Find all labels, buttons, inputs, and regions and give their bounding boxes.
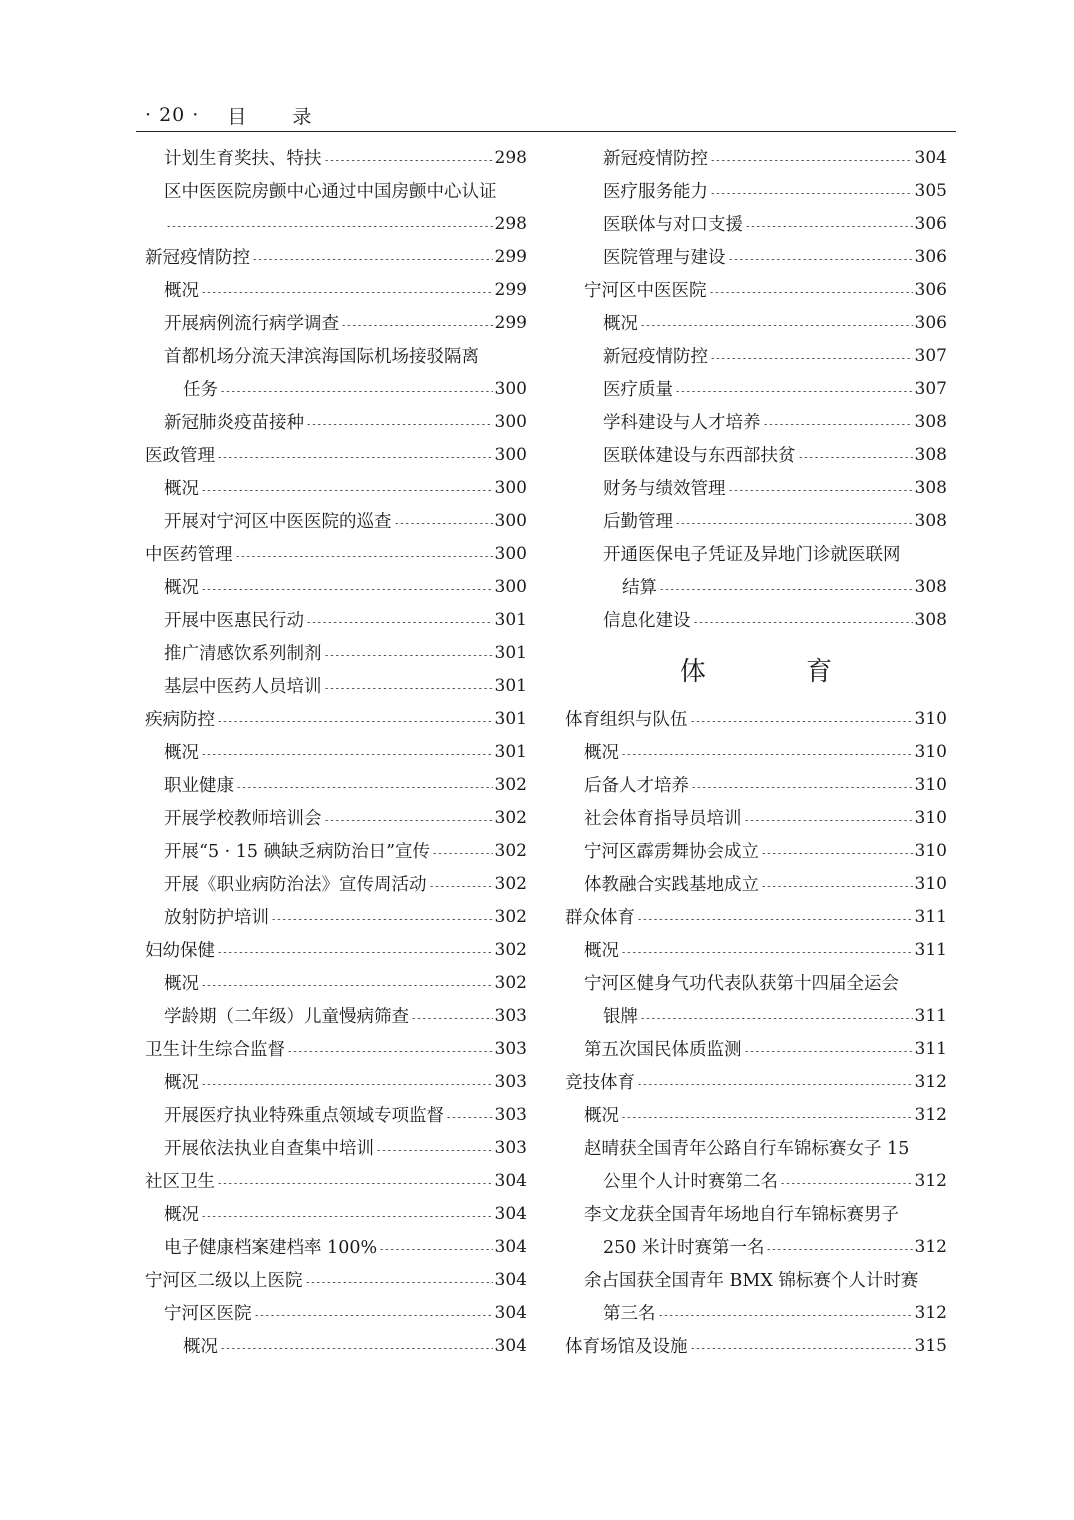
toc-entry-title: 疾病防控 bbox=[145, 710, 215, 730]
toc-entry-title: 医联体与对口支援 bbox=[603, 215, 743, 235]
toc-entry bbox=[145, 207, 527, 240]
toc-entry bbox=[145, 933, 527, 966]
toc-entry-page: 303 bbox=[494, 1038, 527, 1059]
toc-entry-title: 开展依法执业自查集中培训 bbox=[164, 1139, 374, 1159]
toc-entry-page: 299 bbox=[494, 246, 527, 267]
toc-entry-page: 299 bbox=[494, 279, 527, 300]
toc-entry-title: 后勤管理 bbox=[603, 512, 673, 532]
toc-entry-page: 305 bbox=[914, 180, 947, 201]
toc-entry-page: 306 bbox=[914, 279, 947, 300]
toc-entry-page: 306 bbox=[914, 312, 947, 333]
toc-entry-title: 开展医疗执业特殊重点领域专项监督 bbox=[164, 1106, 444, 1126]
toc-entry bbox=[565, 339, 947, 372]
toc-leader-dots bbox=[690, 1348, 913, 1349]
toc-leader-dots bbox=[763, 424, 913, 425]
toc-entry bbox=[565, 801, 947, 834]
toc-entry-page: 315 bbox=[914, 1335, 947, 1356]
toc-entry-title: 基层中医药人员培训 bbox=[164, 677, 322, 697]
toc-entry bbox=[565, 1131, 947, 1164]
toc-entry-page: 302 bbox=[494, 873, 527, 894]
toc-leader-dots bbox=[201, 1216, 493, 1217]
toc-entry-title: 计划生育奖扶、特扶 bbox=[164, 149, 322, 169]
toc-entry-title: 推广清感饮系列制剂 bbox=[164, 644, 322, 664]
toc-entry-page: 303 bbox=[494, 1005, 527, 1026]
toc-entry-title: 宁河区健身气功代表队获第十四届全运会 bbox=[584, 974, 899, 994]
toc-entry-title: 第三名 bbox=[603, 1304, 656, 1324]
toc-entry bbox=[565, 1263, 947, 1296]
toc-entry bbox=[565, 834, 947, 867]
toc-entry-title: 第五次国民体质监测 bbox=[584, 1040, 742, 1060]
toc-leader-dots bbox=[220, 1348, 493, 1349]
toc-entry-title: 250 米计时赛第一名 bbox=[603, 1238, 765, 1258]
toc-entry-page: 312 bbox=[914, 1302, 947, 1323]
toc-entry-title: 医院管理与建设 bbox=[603, 248, 726, 268]
toc-entry-title: 银牌 bbox=[603, 1007, 638, 1027]
toc-entry-title: 开展“5 · 15 碘缺乏病防治日”宣传 bbox=[164, 842, 431, 862]
toc-leader-dots bbox=[324, 688, 493, 689]
toc-entry bbox=[145, 273, 527, 306]
toc-entry-title: 新冠疫情防控 bbox=[145, 248, 250, 268]
toc-entry-title: 体育场馆及设施 bbox=[565, 1337, 688, 1357]
toc-leader-dots bbox=[394, 523, 493, 524]
toc-entry bbox=[145, 405, 527, 438]
toc-entry bbox=[565, 471, 947, 504]
toc-entry-page: 304 bbox=[494, 1236, 527, 1257]
toc-entry-page: 306 bbox=[914, 246, 947, 267]
toc-entry bbox=[565, 735, 947, 768]
toc-entry-page: 311 bbox=[914, 1038, 947, 1059]
toc-leader-dots bbox=[324, 820, 493, 821]
toc-leader-dots bbox=[305, 1282, 493, 1283]
toc-entry-title: 职业健康 bbox=[164, 776, 234, 796]
toc-entry-page: 300 bbox=[494, 576, 527, 597]
toc-entry-page: 301 bbox=[494, 741, 527, 762]
toc-entry-page: 302 bbox=[494, 972, 527, 993]
toc-leader-dots bbox=[710, 193, 913, 194]
toc-entry-title: 群众体育 bbox=[565, 908, 635, 928]
toc-entry-title: 信息化建设 bbox=[603, 611, 691, 631]
toc-entry-page: 308 bbox=[914, 576, 947, 597]
toc-entry-title: 新冠肺炎疫苗接种 bbox=[164, 413, 304, 433]
toc-entry-page: 312 bbox=[914, 1104, 947, 1125]
toc-entry bbox=[565, 603, 947, 636]
toc-entry-page: 301 bbox=[494, 675, 527, 696]
toc-leader-dots bbox=[761, 886, 913, 887]
toc-entry bbox=[565, 141, 947, 174]
toc-entry-title: 电子健康档案建档率 100% bbox=[164, 1238, 378, 1258]
toc-entry-title: 概况 bbox=[183, 1337, 218, 1357]
toc-leader-dots bbox=[220, 391, 493, 392]
toc-entry-page: 310 bbox=[914, 741, 947, 762]
toc-entry-title: 宁河区中医医院 bbox=[584, 281, 707, 301]
toc-leader-dots bbox=[201, 1084, 493, 1085]
toc-entry-title: 概况 bbox=[584, 743, 619, 763]
toc-leader-dots bbox=[710, 358, 913, 359]
toc-entry-page: 304 bbox=[914, 147, 947, 168]
toc-entry bbox=[145, 306, 527, 339]
toc-entry bbox=[565, 372, 947, 405]
toc-entry bbox=[145, 834, 527, 867]
toc-entry bbox=[145, 174, 527, 207]
toc-entry-title: 医疗质量 bbox=[603, 380, 673, 400]
toc-leader-dots bbox=[306, 622, 493, 623]
toc-entry-title: 学龄期（二年级）儿童慢病筛查 bbox=[164, 1007, 409, 1027]
toc-entry-title: 新冠疫情防控 bbox=[603, 149, 708, 169]
toc-leader-dots bbox=[306, 424, 493, 425]
toc-leader-dots bbox=[446, 1117, 493, 1118]
toc-entry bbox=[145, 471, 527, 504]
toc-leader-dots bbox=[271, 919, 493, 920]
toc-entry-page: 301 bbox=[494, 708, 527, 729]
toc-entry bbox=[565, 240, 947, 273]
toc-entry-title: 学科建设与人才培养 bbox=[603, 413, 761, 433]
toc-entry bbox=[565, 504, 947, 537]
toc-leader-dots bbox=[640, 325, 913, 326]
toc-leader-dots bbox=[324, 655, 493, 656]
toc-entry bbox=[145, 669, 527, 702]
toc-entry-title: 概况 bbox=[164, 1205, 199, 1225]
toc-entry-title: 开通医保电子凭证及异地门诊就医联网 bbox=[603, 545, 901, 565]
toc-leader-dots bbox=[690, 721, 913, 722]
toc-leader-dots bbox=[235, 556, 493, 557]
toc-entry bbox=[565, 999, 947, 1032]
toc-entry-title: 中医药管理 bbox=[145, 545, 233, 565]
toc-entry-page: 306 bbox=[914, 213, 947, 234]
toc-entry-title: 社会体育指导员培训 bbox=[584, 809, 742, 829]
toc-entry-title: 任务 bbox=[183, 380, 218, 400]
page-number: · 20 · bbox=[145, 104, 200, 126]
toc-entry-title: 妇幼保健 bbox=[145, 941, 215, 961]
toc-leader-dots bbox=[236, 787, 493, 788]
toc-entry-page: 299 bbox=[494, 312, 527, 333]
toc-entry-page: 302 bbox=[494, 807, 527, 828]
toc-leader-dots bbox=[745, 226, 913, 227]
toc-leader-dots bbox=[379, 1249, 492, 1250]
toc-entry bbox=[565, 174, 947, 207]
toc-leader-dots bbox=[429, 886, 493, 887]
toc-entry-title: 医联体建设与东西部扶贫 bbox=[603, 446, 796, 466]
toc-entry bbox=[145, 438, 527, 471]
toc-entry-title: 赵晴获全国青年公路自行车锦标赛女子 15 bbox=[584, 1139, 910, 1159]
toc-leader-dots bbox=[621, 1117, 913, 1118]
toc-entry-title: 概况 bbox=[603, 314, 638, 334]
toc-entry bbox=[565, 1164, 947, 1197]
toc-leader-dots bbox=[637, 1084, 913, 1085]
toc-entry bbox=[145, 141, 527, 174]
toc-entry-title: 余占国获全国青年 BMX 锦标赛个人计时赛 bbox=[584, 1271, 919, 1291]
toc-leader-dots bbox=[201, 985, 493, 986]
toc-entry-page: 311 bbox=[914, 1005, 947, 1026]
toc-leader-dots bbox=[709, 292, 913, 293]
toc-leader-dots bbox=[728, 259, 913, 260]
toc-leader-dots bbox=[761, 853, 913, 854]
toc-entry bbox=[565, 1296, 947, 1329]
toc-leader-dots bbox=[324, 160, 493, 161]
toc-entry-title: 概况 bbox=[164, 743, 199, 763]
toc-leader-dots bbox=[798, 457, 913, 458]
toc-entry-title: 新冠疫情防控 bbox=[603, 347, 708, 367]
toc-entry-title: 体教融合实践基地成立 bbox=[584, 875, 759, 895]
toc-entry-page: 304 bbox=[494, 1170, 527, 1191]
toc-entry-page: 302 bbox=[494, 906, 527, 927]
toc-entry-title: 概况 bbox=[164, 281, 199, 301]
toc-entry-page: 298 bbox=[494, 147, 527, 168]
toc-leader-dots bbox=[744, 820, 913, 821]
toc-leader-dots bbox=[766, 1249, 912, 1250]
toc-leader-dots bbox=[217, 457, 493, 458]
toc-entry bbox=[565, 867, 947, 900]
toc-entry bbox=[145, 900, 527, 933]
toc-leader-dots bbox=[201, 490, 493, 491]
toc-entry-title: 李文龙获全国青年场地自行车锦标赛男子 bbox=[584, 1205, 899, 1225]
toc-leader-dots bbox=[621, 754, 913, 755]
toc-leader-dots bbox=[217, 721, 493, 722]
toc-entry-page: 304 bbox=[494, 1335, 527, 1356]
toc-entry bbox=[145, 1032, 527, 1065]
toc-leader-dots bbox=[166, 226, 493, 227]
toc-entry bbox=[145, 636, 527, 669]
toc-entry bbox=[565, 1098, 947, 1131]
header-rule bbox=[136, 131, 956, 132]
toc-entry-page: 300 bbox=[494, 378, 527, 399]
toc-entry-title: 开展病例流行病学调查 bbox=[164, 314, 339, 334]
toc-entry bbox=[145, 240, 527, 273]
toc-leader-dots bbox=[217, 952, 493, 953]
toc-entry-page: 300 bbox=[494, 444, 527, 465]
toc-leader-dots bbox=[640, 1018, 913, 1019]
toc-entry bbox=[145, 1197, 527, 1230]
toc-leader-dots bbox=[659, 589, 913, 590]
toc-entry-page: 303 bbox=[494, 1104, 527, 1125]
toc-entry-title: 医疗服务能力 bbox=[603, 182, 708, 202]
toc-leader-dots bbox=[621, 952, 913, 953]
toc-right-bottom bbox=[565, 702, 947, 1362]
toc-entry bbox=[145, 999, 527, 1032]
toc-entry-title: 社区卫生 bbox=[145, 1172, 215, 1192]
toc-entry-title: 概况 bbox=[164, 1073, 199, 1093]
toc-entry bbox=[145, 702, 527, 735]
toc-entry-title: 开展对宁河区中医医院的巡查 bbox=[164, 512, 392, 532]
page-title: 目 录 bbox=[227, 105, 332, 128]
toc-entry-title: 概况 bbox=[584, 941, 619, 961]
toc-entry-title: 概况 bbox=[164, 578, 199, 598]
toc-leader-dots bbox=[376, 1150, 493, 1151]
toc-leader-dots bbox=[201, 589, 493, 590]
toc-entry-page: 308 bbox=[914, 444, 947, 465]
toc-entry-title: 公里个人计时赛第二名 bbox=[603, 1172, 778, 1192]
toc-entry-page: 302 bbox=[494, 939, 527, 960]
toc-entry bbox=[565, 966, 947, 999]
toc-entry-title: 财务与绩效管理 bbox=[603, 479, 726, 499]
toc-leader-dots bbox=[693, 622, 913, 623]
toc-right-top bbox=[565, 141, 947, 636]
toc-leader-dots bbox=[658, 1315, 913, 1316]
toc-entry-page: 310 bbox=[914, 774, 947, 795]
toc-entry bbox=[145, 768, 527, 801]
toc-right-column bbox=[565, 141, 947, 1362]
toc-entry-page: 302 bbox=[494, 840, 527, 861]
toc-entry bbox=[565, 273, 947, 306]
toc-leader-dots bbox=[780, 1183, 913, 1184]
toc-entry-page: 310 bbox=[914, 873, 947, 894]
toc-entry bbox=[145, 537, 527, 570]
toc-entry-title: 开展中医惠民行动 bbox=[164, 611, 304, 631]
toc-entry-title: 区中医医院房颤中心通过中国房颤中心认证 bbox=[164, 182, 497, 202]
toc-entry bbox=[145, 1296, 527, 1329]
toc-entry-page: 301 bbox=[494, 609, 527, 630]
toc-entry-page: 312 bbox=[914, 1236, 947, 1257]
toc-entry bbox=[565, 570, 947, 603]
toc-entry-title: 体育组织与队伍 bbox=[565, 710, 688, 730]
toc-entry-page: 300 bbox=[494, 477, 527, 498]
toc-entry-title: 竞技体育 bbox=[565, 1073, 635, 1093]
toc-left-column bbox=[145, 141, 527, 1362]
toc-entry-title: 概况 bbox=[584, 1106, 619, 1126]
toc-entry bbox=[565, 768, 947, 801]
toc-entry-page: 300 bbox=[494, 411, 527, 432]
toc-entry-title: 放射防护培训 bbox=[164, 908, 269, 928]
toc-entry-page: 308 bbox=[914, 411, 947, 432]
toc-entry bbox=[565, 306, 947, 339]
toc-entry bbox=[145, 372, 527, 405]
toc-leader-dots bbox=[201, 292, 493, 293]
toc-entry bbox=[565, 1329, 947, 1362]
toc-entry-title: 宁河区霹雳舞协会成立 bbox=[584, 842, 759, 862]
toc-entry bbox=[565, 207, 947, 240]
toc-entry-title: 开展学校教师培训会 bbox=[164, 809, 322, 829]
toc-entry-page: 311 bbox=[914, 939, 947, 960]
toc-entry-page: 300 bbox=[494, 543, 527, 564]
toc-entry bbox=[145, 966, 527, 999]
toc-entry-page: 298 bbox=[494, 213, 527, 234]
toc-leader-dots bbox=[201, 754, 493, 755]
toc-entry bbox=[145, 1230, 527, 1263]
toc-entry bbox=[565, 702, 947, 735]
toc-entry-page: 303 bbox=[494, 1137, 527, 1158]
toc-entry bbox=[565, 1197, 947, 1230]
toc-entry-page: 307 bbox=[914, 345, 947, 366]
toc-entry bbox=[145, 1131, 527, 1164]
toc-entry-title: 卫生计生综合监督 bbox=[145, 1040, 285, 1060]
toc-entry-title: 宁河区二级以上医院 bbox=[145, 1271, 303, 1291]
toc-entry bbox=[145, 1098, 527, 1131]
toc-entry-title: 后备人才培养 bbox=[584, 776, 689, 796]
toc-entry bbox=[145, 504, 527, 537]
toc-entry-page: 304 bbox=[494, 1269, 527, 1290]
toc-entry-page: 307 bbox=[914, 378, 947, 399]
toc-entry bbox=[565, 537, 947, 570]
toc-leader-dots bbox=[341, 325, 493, 326]
toc-entry-title: 概况 bbox=[164, 974, 199, 994]
toc-leader-dots bbox=[287, 1051, 493, 1052]
toc-entry bbox=[145, 801, 527, 834]
toc-leader-dots bbox=[728, 490, 913, 491]
toc-entry-title: 结算 bbox=[622, 578, 657, 598]
toc-entry-page: 310 bbox=[914, 807, 947, 828]
toc-entry-page: 304 bbox=[494, 1203, 527, 1224]
running-header bbox=[145, 100, 331, 130]
toc-entry-page: 308 bbox=[914, 609, 947, 630]
toc-entry-page: 300 bbox=[494, 510, 527, 531]
toc-entry bbox=[565, 405, 947, 438]
toc-entry bbox=[145, 1164, 527, 1197]
toc-entry bbox=[145, 1263, 527, 1296]
toc-leader-dots bbox=[675, 523, 913, 524]
toc-entry bbox=[565, 1032, 947, 1065]
toc-leader-dots bbox=[691, 787, 913, 788]
toc-leader-dots bbox=[710, 160, 913, 161]
toc-entry-page: 310 bbox=[914, 840, 947, 861]
toc-entry bbox=[145, 570, 527, 603]
toc-entry bbox=[145, 603, 527, 636]
toc-leader-dots bbox=[675, 391, 913, 392]
toc-entry-page: 312 bbox=[914, 1170, 947, 1191]
toc-entry bbox=[565, 900, 947, 933]
toc-entry bbox=[145, 1065, 527, 1098]
toc-entry bbox=[145, 339, 527, 372]
toc-entry-title: 首都机场分流天津滨海国际机场接驳隔离 bbox=[164, 347, 479, 367]
section-title: 体 育 bbox=[679, 656, 879, 687]
toc-entry-page: 308 bbox=[914, 510, 947, 531]
toc-leader-dots bbox=[217, 1183, 493, 1184]
toc-leader-dots bbox=[254, 1315, 493, 1316]
toc-entry-page: 310 bbox=[914, 708, 947, 729]
toc-entry-title: 开展《职业病防治法》宣传周活动 bbox=[164, 875, 427, 895]
toc-leader-dots bbox=[411, 1018, 493, 1019]
toc-entry-page: 311 bbox=[914, 906, 947, 927]
toc-entry bbox=[145, 735, 527, 768]
toc-entry-page: 301 bbox=[494, 642, 527, 663]
toc-leader-dots bbox=[744, 1051, 913, 1052]
toc-leader-dots bbox=[637, 919, 913, 920]
toc-entry-page: 302 bbox=[494, 774, 527, 795]
toc-leader-dots bbox=[252, 259, 493, 260]
toc-entry-page: 303 bbox=[494, 1071, 527, 1092]
toc-entry bbox=[565, 1065, 947, 1098]
toc-entry bbox=[565, 438, 947, 471]
toc-entry-page: 308 bbox=[914, 477, 947, 498]
toc-entry-page: 312 bbox=[914, 1071, 947, 1092]
toc-entry bbox=[565, 1230, 947, 1263]
toc-entry-title: 概况 bbox=[164, 479, 199, 499]
toc-entry-title: 医政管理 bbox=[145, 446, 215, 466]
toc-entry bbox=[145, 1329, 527, 1362]
toc-entry-title: 宁河区医院 bbox=[164, 1304, 252, 1324]
toc-entry bbox=[145, 867, 527, 900]
toc-leader-dots bbox=[432, 853, 493, 854]
toc-entry bbox=[565, 933, 947, 966]
toc-entry-page: 304 bbox=[494, 1302, 527, 1323]
